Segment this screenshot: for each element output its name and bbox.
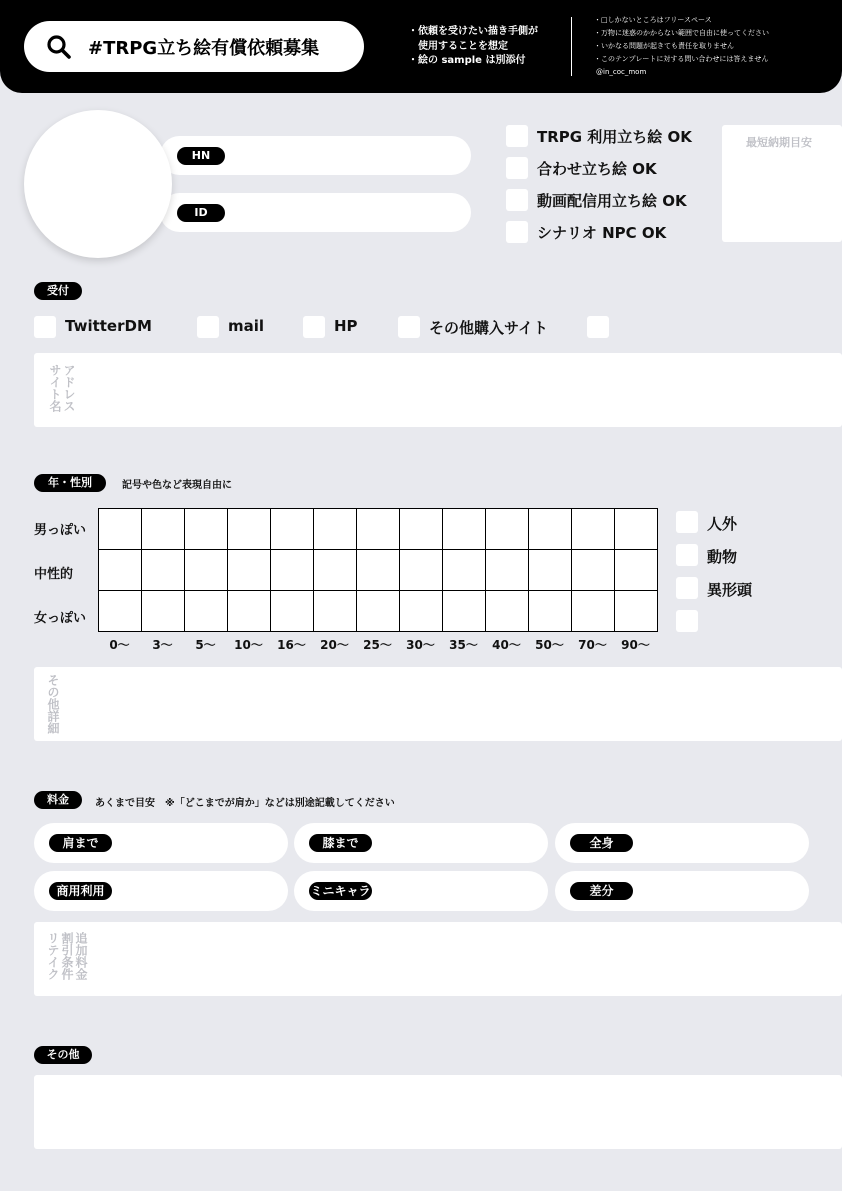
grid-cell[interactable] [400,509,443,550]
header-small-note-2: ・万物に迷惑のかからない範囲で自由に使ってください [594,29,769,37]
grid-cell[interactable] [572,591,615,632]
header-small-note-4: ・このテンプレートに対する問い合わせには答えません [594,55,769,63]
grid-cell[interactable] [142,550,185,591]
grid-cell[interactable] [357,509,400,550]
grid-cell[interactable] [615,509,658,550]
grid-cell[interactable] [271,591,314,632]
age-tick: 40〜 [492,638,521,652]
grid-cell[interactable] [357,550,400,591]
deadline-label: 最短納期目安 [746,136,812,149]
price-note: あくまで目安 ※「どこまでが肩か」などは別途記載してください [95,798,395,809]
header-note-2: ・絵の sample は別添付 [408,55,526,66]
checkbox-other-site[interactable] [398,316,420,338]
other-details-label: その他詳細 [46,674,60,734]
grid-cell[interactable] [228,509,271,550]
price-extra-label: 追加料金 割引条件 リテイク [46,932,88,980]
grid-cell[interactable] [486,550,529,591]
grid-cell[interactable] [314,550,357,591]
age-tick: 50〜 [535,638,564,652]
header-small-note-3: ・いかなる問題が起きても責任を取りません [594,42,734,50]
row-label-masculine: 男っぽい [34,523,87,538]
grid-cell[interactable] [529,509,572,550]
grid-cell[interactable] [228,550,271,591]
age-gender-note: 記号や色など表現自由に [122,480,232,491]
price-label-fullbody: 全身 [570,834,633,852]
grid-cell[interactable] [99,591,142,632]
other-details-panel[interactable] [34,667,842,741]
grid-cell[interactable] [271,509,314,550]
grid-cell[interactable] [443,550,486,591]
usage-label-trpg: TRPG 利用立ち絵 OK [537,128,692,146]
grid-cell[interactable] [142,509,185,550]
grid-cell[interactable] [271,550,314,591]
row-label-neutral: 中性的 [34,567,74,582]
age-tick: 30〜 [406,638,435,652]
header-note-1: ・依頼を受けたい描き手側が 使用することを想定 [408,26,538,52]
age-tick: 25〜 [363,638,392,652]
grid-cell[interactable] [486,509,529,550]
age-tick: 3〜 [152,638,173,652]
age-tick: 16〜 [277,638,306,652]
hn-label: HN [177,147,225,165]
checkbox-mail[interactable] [197,316,219,338]
grid-cell[interactable] [443,509,486,550]
price-label-knee: 膝まで [309,834,372,852]
other-panel[interactable] [34,1075,842,1149]
age-tick: 35〜 [449,638,478,652]
age-gender-tag: 年・性別 [34,474,106,492]
grid-cell[interactable] [142,591,185,632]
age-gender-grid[interactable] [98,508,658,632]
id-label: ID [177,204,225,222]
age-tick: 10〜 [234,638,263,652]
price-label-minichara: ミニキャラ [310,884,371,898]
checkbox-free-2[interactable] [676,610,698,632]
grid-cell[interactable] [529,591,572,632]
grid-cell[interactable] [228,591,271,632]
header-divider [571,17,572,76]
usage-label-awase: 合わせ立ち絵 OK [537,160,657,178]
grid-cell[interactable] [486,591,529,632]
grid-cell[interactable] [314,509,357,550]
grid-cell[interactable] [572,509,615,550]
age-axis [98,636,657,653]
avatar[interactable] [24,110,172,258]
checkbox-usage-awase[interactable] [506,157,528,179]
row-label-feminine: 女っぽい [34,611,87,626]
reception-label-other-site: その他購入サイト [429,319,548,337]
grid-cell[interactable] [400,550,443,591]
grid-cell[interactable] [99,550,142,591]
grid-cell[interactable] [185,509,228,550]
grid-cell[interactable] [185,591,228,632]
reception-label-twitterdm: TwitterDM [65,317,152,335]
grid-row-neutral [99,550,658,591]
label-nonhuman: 人外 [707,515,738,533]
header-credit: @in_coc_mom [596,68,647,76]
age-tick: 20〜 [320,638,349,652]
page-title: #TRPG立ち絵有償依頼募集 [88,38,320,59]
age-tick: 90〜 [621,638,650,652]
grid-cell[interactable] [615,550,658,591]
grid-row-masculine [99,509,658,550]
reception-label-hp: HP [334,317,358,335]
usage-label-npc: シナリオ NPC OK [537,224,667,242]
checkbox-hp[interactable] [303,316,325,338]
age-tick: 0〜 [109,638,130,652]
price-extra-panel[interactable] [34,922,842,996]
price-tag: 料金 [34,791,82,809]
reception-label-mail: mail [228,317,265,335]
grid-cell[interactable] [529,550,572,591]
grid-cell[interactable] [99,509,142,550]
price-label-variation: 差分 [570,882,633,900]
grid-row-feminine [99,591,658,632]
grid-cell[interactable] [314,591,357,632]
checkbox-free[interactable] [587,316,609,338]
checkbox-object-head[interactable] [676,577,698,599]
reception-tag: 受付 [34,282,82,300]
grid-cell[interactable] [357,591,400,632]
checkbox-twitterdm[interactable] [34,316,56,338]
price-label-shoulder: 肩まで [49,834,112,852]
usage-label-stream: 動画配信用立ち絵 OK [537,192,687,210]
search-icon [46,34,72,60]
checkbox-usage-stream[interactable] [506,189,528,211]
checkbox-usage-npc[interactable] [506,221,528,243]
other-tag: その他 [34,1046,92,1064]
price-label-commercial: 商用利用 [49,882,112,900]
age-tick: 70〜 [578,638,607,652]
address-panel[interactable] [34,353,842,427]
label-animal: 動物 [707,548,738,566]
grid-cell[interactable] [572,550,615,591]
label-object-head: 異形頭 [707,581,753,599]
grid-cell[interactable] [443,591,486,632]
grid-cell[interactable] [185,550,228,591]
checkbox-nonhuman[interactable] [676,511,698,533]
checkbox-usage-trpg[interactable] [506,125,528,147]
grid-cell[interactable] [615,591,658,632]
address-panel-label: アドレス サイト名 [48,364,76,412]
checkbox-animal[interactable] [676,544,698,566]
age-tick: 5〜 [195,638,216,652]
grid-cell[interactable] [400,591,443,632]
header-small-note-1: ・□しかないところはフリースペース [594,16,712,24]
